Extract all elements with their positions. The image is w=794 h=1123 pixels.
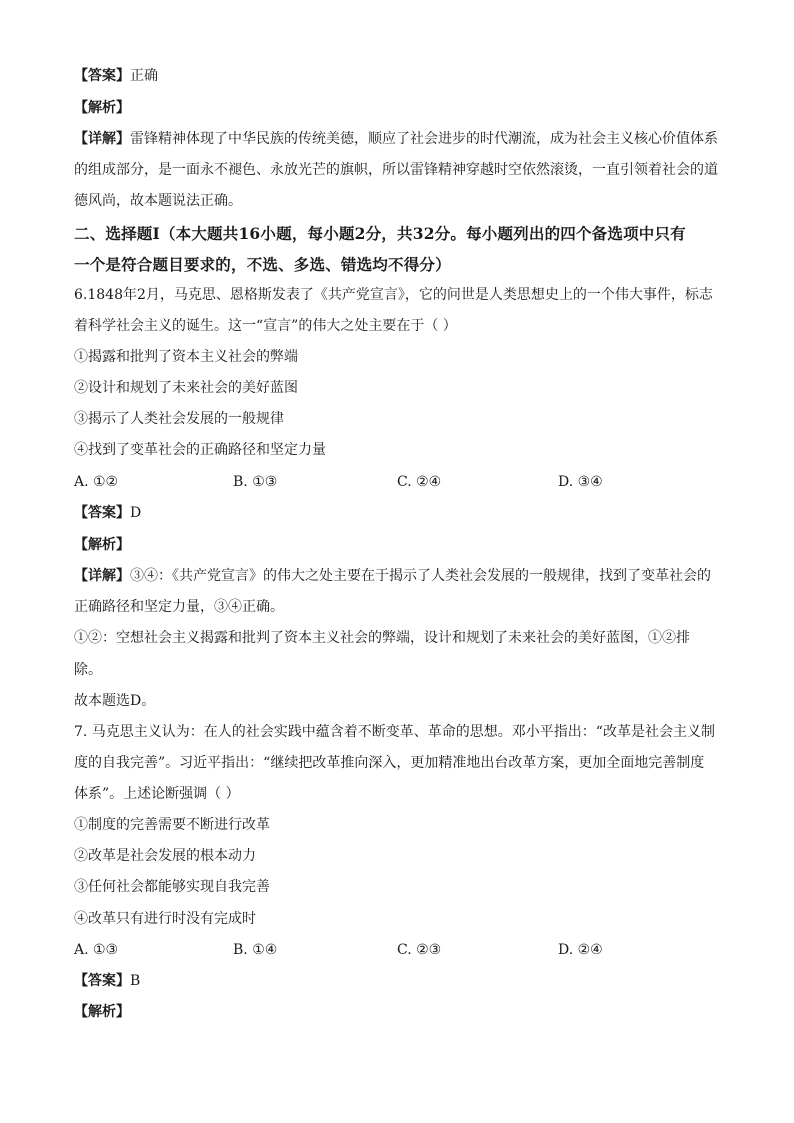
option-d: D. ②④ (558, 942, 603, 958)
detail-line: 故本题选D。 (74, 693, 156, 709)
answer-line (74, 503, 724, 523)
option-a: A. ①③ (74, 942, 119, 958)
statement: ②设计和规划了未来社会的美好蓝图 (74, 380, 298, 396)
detail-line: 的组成部分，是一面永不褪色、永放光芒的旗帜，所以雷锋精神穿越时空依然滚烫，一直引领着社会的道 (74, 162, 718, 178)
option-b: B. ①③ (233, 474, 278, 490)
section-title: 二、选择题Ⅰ（本大题共16小题，每小题2分，共32分。每小题列出的四个备选项中只有 (74, 224, 686, 243)
detail-tag: 【详解】 (74, 568, 130, 584)
statement: ②改革是社会发展的根本动力 (74, 848, 256, 864)
answer-line (74, 66, 724, 86)
answer-line (74, 971, 724, 991)
answer-value: B (130, 973, 141, 989)
question-stem: 7. 马克思主义认为：在人的社会实践中蕴含着不断变革、革命的思想。邓小平指出：“改革是社会主义制 (74, 724, 715, 740)
question-stem: 6.1848年2月，马克思、恩格斯发表了《共产党宣言》，它的问世是人类思想史上的一个伟大事件，标志 (74, 287, 713, 303)
option-c: C. ②③ (397, 942, 442, 958)
analysis-tag: 【解析】 (74, 1004, 130, 1020)
statement: ④改革只有进行时没有完成时 (74, 911, 256, 927)
detail-line: 正确路径和坚定力量，③④正确。 (74, 599, 284, 615)
detail-text: ③④：《共产党宣言》的伟大之处主要在于揭示了人类社会发展的一般规律，找到了变革社会的 (130, 568, 711, 584)
question-stem: 着科学社会主义的诞生。这一“宣言”的伟大之处主要在于（ ） (74, 318, 457, 334)
answer-value: D (130, 505, 142, 521)
detail-line: 德风尚，故本题说法正确。 (74, 193, 242, 209)
question-stem: 度的自我完善”。习近平指出：“继续把改革推向深入，更加精准地出台改革方案，更加全面地完善制度 (74, 755, 705, 771)
detail-line (74, 129, 724, 149)
statement: ③揭示了人类社会发展的一般规律 (74, 411, 284, 427)
statement: ④找到了变革社会的正确路径和坚定力量 (74, 442, 326, 458)
option-a: A. ①② (74, 474, 119, 490)
question-stem: 体系”。上述论断强调（ ） (74, 786, 240, 802)
statement: ①制度的完善需要不断进行改革 (74, 817, 270, 833)
section-title: 一个是符合题目要求的，不选、多选、错选均不得分） (74, 255, 451, 274)
answer-tag: 【答案】 (74, 505, 130, 521)
option-c: C. ②④ (397, 474, 442, 490)
detail-line: 除。 (74, 662, 102, 678)
answer-value: 正确 (130, 68, 158, 84)
detail-line (74, 566, 724, 586)
answer-tag: 【答案】 (74, 68, 130, 84)
detail-text: 雷锋精神体现了中华民族的传统美德，顺应了社会进步的时代潮流，成为社会主义核心价值体系 (130, 131, 718, 147)
analysis-tag: 【解析】 (74, 100, 130, 116)
answer-tag: 【答案】 (74, 973, 130, 989)
option-d: D. ③④ (558, 474, 603, 490)
option-b: B. ①④ (233, 942, 278, 958)
detail-tag: 【详解】 (74, 131, 130, 147)
detail-line: ①②：空想社会主义揭露和批判了资本主义社会的弊端，设计和规划了未来社会的美好蓝图，①②排 (74, 630, 690, 646)
analysis-tag: 【解析】 (74, 537, 130, 553)
statement: ③任何社会都能够实现自我完善 (74, 879, 270, 895)
statement: ①揭露和批判了资本主义社会的弊端 (74, 349, 298, 365)
